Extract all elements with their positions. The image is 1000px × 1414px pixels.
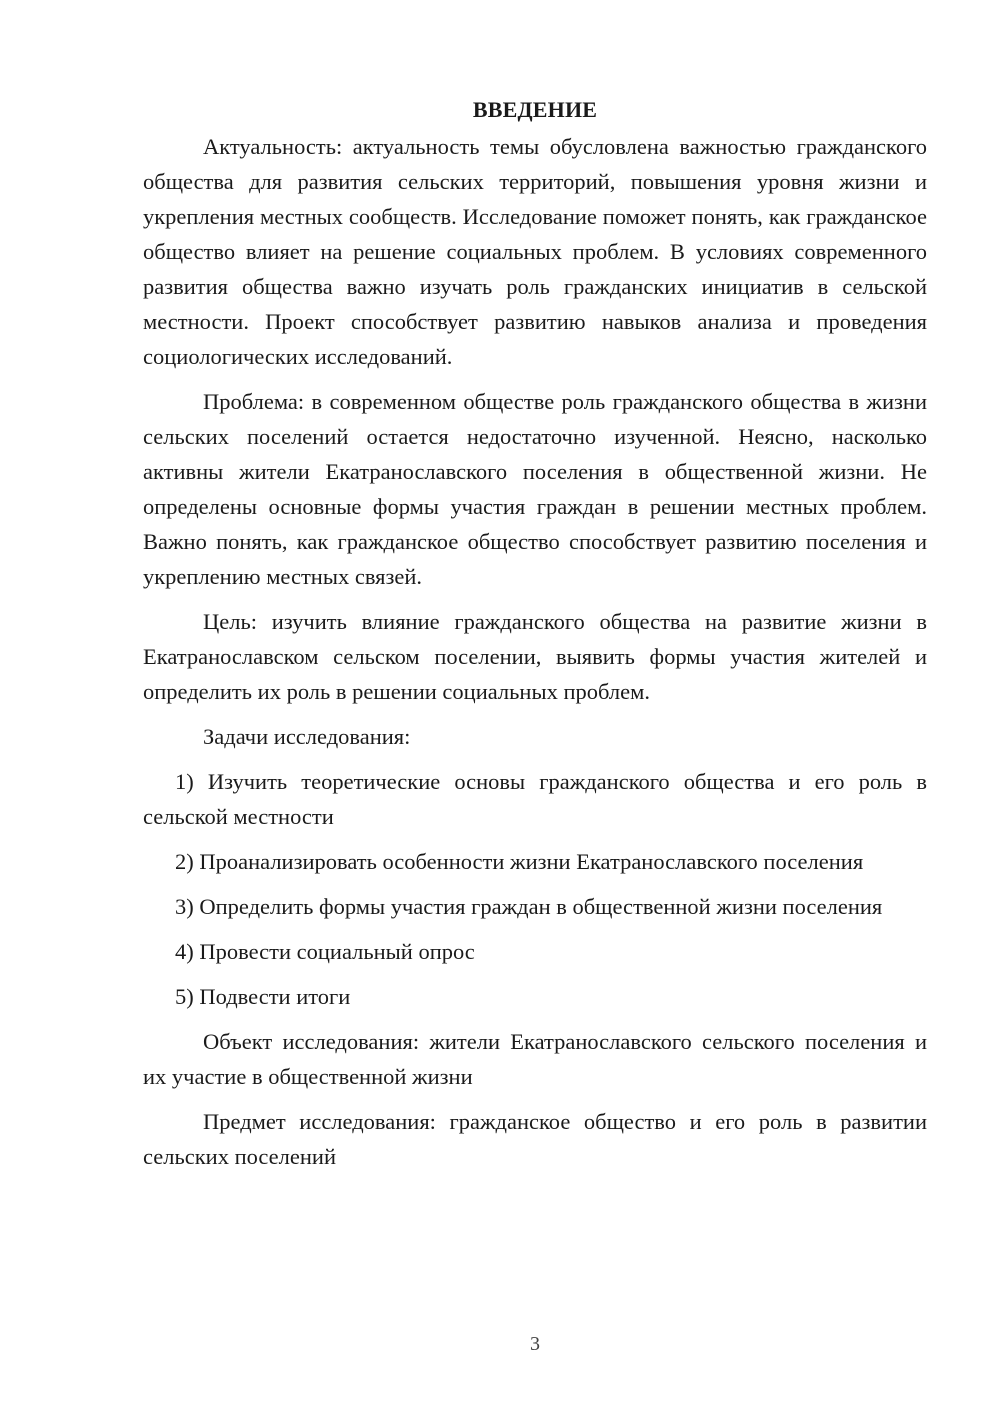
task-item: 3) Определить формы участия граждан в общественной жизни поселения xyxy=(175,894,883,919)
tasks-title: Задачи исследования: xyxy=(203,724,411,749)
task-item: 5) Подвести итоги xyxy=(175,984,351,1009)
relevance-paragraph: Актуальность: актуальность темы обусловлена важностью гражданского общества для развития сельских территорий, повышения уровня жизни и укрепления местных сообществ. Исследование поможет понять, как гражданское общество влияет на решение социальных проблем. В условиях современного развития общества важно изучать роль гражданских инициатив в сельской местности. Проект способствует развитию навыков анализа и проведения социологических исследований. xyxy=(143,134,927,369)
section-heading: ВВЕДЕНИЕ xyxy=(472,97,598,122)
problem-paragraph: Проблема: в современном обществе роль гражданского общества в жизни сельских поселений остается недостаточно изученной. Неясно, насколько активны жители Екатранославского поселения в общественной жизни. Не определены основные формы участия граждан в решении местных проблем. Важно понять, как гражданское общество способствует развитию поселения и укреплению местных связей. xyxy=(143,389,927,589)
task-item: 1) Изучить теоретические основы гражданского общества и его роль в сельской местности xyxy=(143,769,927,829)
document-page xyxy=(143,92,927,1184)
task-item: 4) Провести социальный опрос xyxy=(175,939,475,964)
task-item: 2) Проанализировать особенности жизни Екатранославского поселения xyxy=(175,849,864,874)
subject-paragraph: Предмет исследования: гражданское общество и его роль в развитии сельских поселений xyxy=(143,1109,927,1169)
object-paragraph: Объект исследования: жители Екатранославского сельского поселения и их участие в общественной жизни xyxy=(143,1029,927,1089)
goal-paragraph: Цель: изучить влияние гражданского общества на развитие жизни в Екатранославском сельском поселении, выявить формы участия жителей и определить их роль в решении социальных проблем. xyxy=(143,609,927,704)
page-number: 3 xyxy=(530,1333,540,1355)
